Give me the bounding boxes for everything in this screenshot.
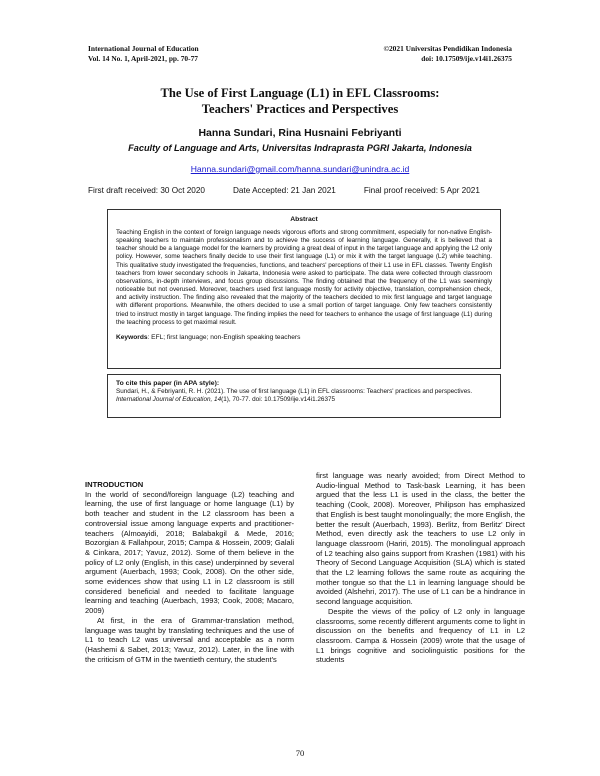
citation-part-2: (1), 70-77. doi: 10.17509/ije.v14i1.26375	[221, 396, 336, 403]
keywords-label: Keywords	[116, 333, 148, 341]
paper-title	[100, 86, 500, 117]
citation-part-1: Sundari, H., & Febriyanti, R. H. (2021). The use of first language (L1) in EFL classrooms: Teachers' practices and perspectives.	[116, 388, 473, 395]
citation-heading: To cite this paper (in APA style):	[116, 380, 220, 387]
body-column-left	[85, 480, 294, 664]
abstract-text: Teaching English in the context of foreign language needs vigorous efforts and strong commitment, especially for non-native English-speaking teachers to maintain professionalism and to achieve the success of learning language. Generally, it is believed that a teacher should be a language model for the learners by providing a great deal of input in the target language and applying the L2 only policy. However, some teachers finally decide to use their first language (L1) or mix it with the target language (L2) while teaching. This qualitative study investigated the frequencies, functions, and teachers' perceptions of their L1 use in EFL classes. Twenty English teachers from lower secondary schools in Jakarta, Indonesia were asked to participate. The data were collected through classroom observations, in-depth interviews, and focus group discussions. The finding obtained that the frequency of the L1 was seemingly noticeable but not overused. Moreover, teachers used first language mostly for activity objective, translation, comprehension check, and activity instruction. The finding also revealed that the majority of the teachers decided to mix first language and target language with different proportions. Meanwhile, the others decided to use a small portion of target language. Only few teachers consistently tried to instruct mostly in target language. The finding implies the need for teachers to enhance the usage of first language (L1) during the teaching process to get maximal result.	[116, 229, 492, 326]
doi-line: doi: 10.17509/ije.v14i1.26375	[421, 53, 512, 63]
title-line-1: The Use of First Language (L1) in EFL Classrooms:	[160, 86, 440, 100]
left-paragraph-1: In the world of second/foreign language (L2) teaching and learning, the use of first language or home language (L1) by both teacher and student in the L2 classroom has been a controversial issue among language experts and practitioner-teachers (Almoayidi, 2018; Balabakgil & Mede, 2016; Bozorgian & Fallahpour, 2015; Campa & Hossein, 2009; Galali & Cinkara, 2017; Yavuz, 2012). Some of them believe in the policy of L2 only (English, in this case) underpinned by several argument (Auerbach, 1993; Cook, 2008). On the other side, some evidences show that using L1 in L2 classroom is still considered beneficial and needed to facilitate language learning and teaching (Auerbach, 1993; Cook, 2008; Macaro, 2009)	[85, 489, 294, 616]
author-emails-link[interactable]: Hanna.sundari@gmail.com/hanna.sundari@unindra.ac.id	[190, 164, 410, 174]
volume-info: Vol. 14 No. 1, April-2021, pp. 70-77	[88, 53, 198, 63]
abstract-box	[107, 209, 501, 369]
citation-text	[116, 388, 492, 404]
citation-box	[107, 374, 501, 418]
keywords-text: : EFL; first language; non-English speaking teachers	[147, 333, 301, 341]
citation-journal: International Journal of Education, 14	[116, 396, 222, 403]
authors: Hanna Sundari, Rina Husnaini Febriyanti	[198, 127, 402, 139]
final-proof-date: Final proof received: 5 Apr 2021	[363, 186, 480, 195]
title-line-2: Teachers' Practices and Perspectives	[201, 101, 399, 116]
right-paragraph-2: Despite the views of the policy of L2 only in language classrooms, some recently different arguments come to light in discussion on the benefits and frequency of L1 in L2 classroom. Campa & Hossein (2009) wrote that the usage of L1 brings cognitive and sociolinguistic positions for the students	[316, 606, 525, 665]
page-number: 70	[295, 748, 305, 758]
first-draft-date: First draft received: 30 Oct 2020	[88, 186, 205, 195]
copyright-line: ©2021 Universitas Pendidikan Indonesia	[383, 44, 512, 53]
body-column-right	[316, 471, 525, 665]
abstract-heading: Abstract	[290, 216, 318, 223]
accepted-date: Date Accepted: 21 Jan 2021	[232, 186, 336, 195]
submission-dates	[88, 186, 518, 195]
left-paragraph-2: At first, in the era of Grammar-translation method, language was taught by translating techniques and the use of L1 to teach L2 was universal and acceptable as a norm (Hashemi & Sabet, 2013; Yavuz, 2012). Later, in the line with the criticism of GTM in the twentieth century, the student's	[85, 615, 294, 664]
right-paragraph-1: first language was nearly avoided; from Direct Method to Audio-lingual Method to Task-bask Learning, it has been argued that the less L1 is used in the class, the better the teaching (Cook, 2008). Moreover, Philipson has emphasized that English is best taught monolingually; the more English, the better the result (Auerbach, 1993). Berlitz, from Berlitz' Direct Method, even directly ask the teachers to use L2 only in language classroom (Hariri, 2015). The monolingual approach of L2 teaching also gains support from Krashen (1981) with his Theory of Second Language Acquisition (SLA) which is stated that the L2 learning follows the same route as acquiring the mother tongue so that the L1 in learning language should be avoided (Alshehri, 2017). The use of L1 can be a hindrance in second language acquisition.	[316, 471, 525, 607]
affiliation: Faculty of Language and Arts, Universitas Indraprasta PGRI Jakarta, Indonesia	[128, 143, 472, 153]
journal-name: International Journal of Education	[88, 44, 199, 53]
keywords	[116, 334, 492, 341]
journal-header-right	[383, 44, 512, 63]
journal-header-left	[88, 44, 199, 63]
introduction-heading: INTRODUCTION	[85, 480, 144, 489]
